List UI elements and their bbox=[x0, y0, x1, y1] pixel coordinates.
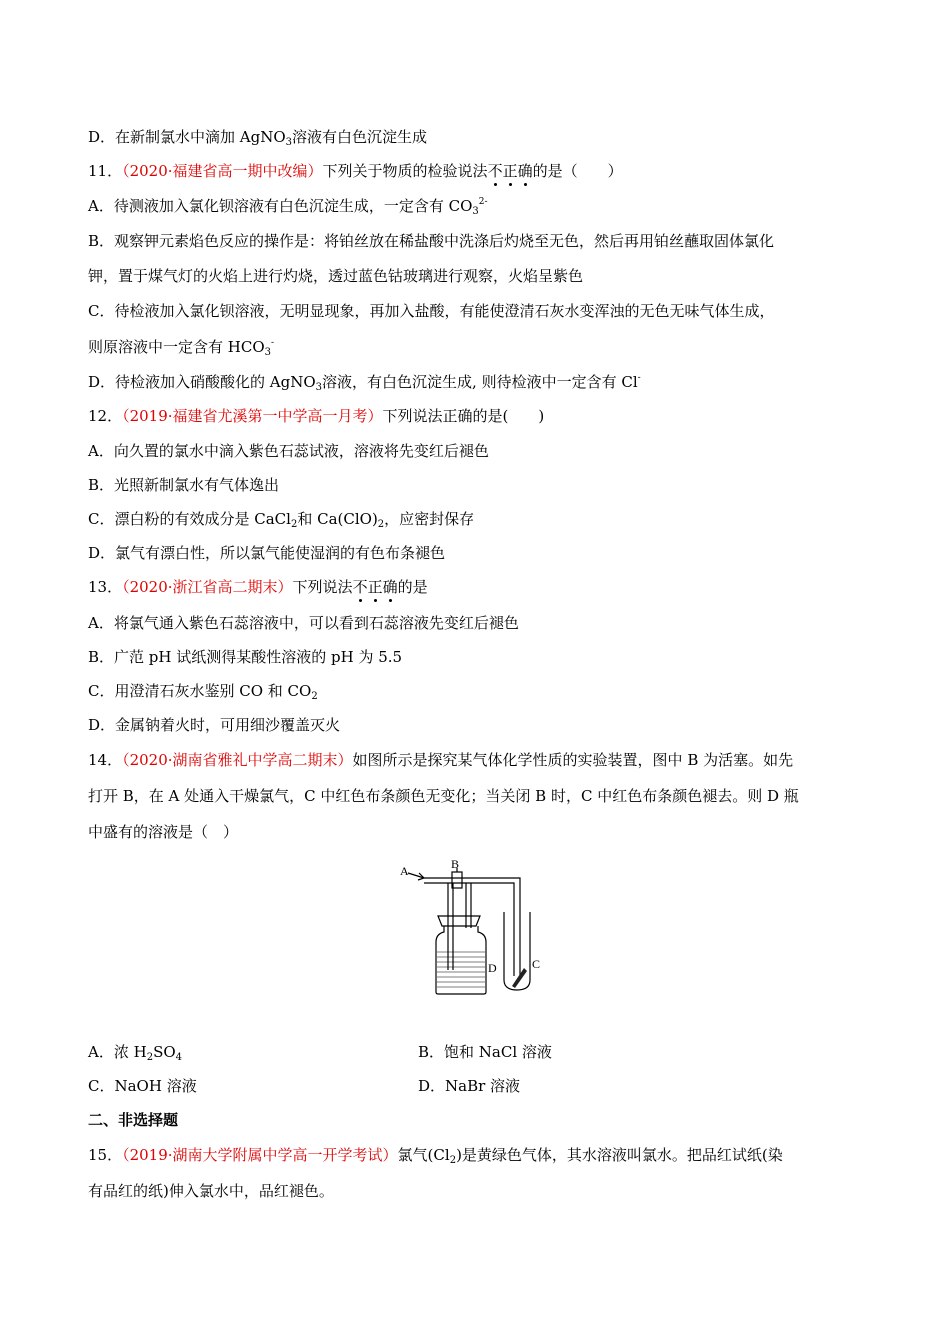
question-number: 13． bbox=[88, 578, 123, 596]
q11-option-d: D．待检液加入硝酸酸化的 AgNO$_3$溶液，有白色沉淀生成, 则待检液中一定含有 Cl- bbox=[88, 373, 641, 393]
q12-option-b: B．光照新制氯水有气体逸出 bbox=[88, 476, 280, 494]
question-source: （2019·湖南大学附属中学高一开学考试） bbox=[122, 1146, 398, 1164]
q11-option-a: A．待测液加入氯化钡溶液有白色沉淀生成，一定含有 $CO_3^{2-}$ bbox=[88, 197, 488, 217]
apparatus-diagram bbox=[400, 858, 550, 998]
q14-option-b: B．饱和 NaCl 溶液 bbox=[418, 1043, 552, 1061]
question-source: （2020·浙江省高二期末） bbox=[122, 578, 293, 596]
question-number: 12． bbox=[88, 407, 123, 425]
question-number: 14． bbox=[88, 751, 123, 769]
q12-option-d: D．氯气有漂白性，所以氯气能使湿润的有色布条褪色 bbox=[88, 544, 446, 562]
question-number: 15． bbox=[88, 1146, 123, 1164]
q13-option-b: B．广范 pH 试纸测得某酸性溶液的 pH 为 5.5 bbox=[88, 648, 403, 666]
q14-stem-line3: 中盛有的溶液是（ ） bbox=[88, 823, 239, 841]
q13-option-c: C．用澄清石灰水鉴别 CO 和 $CO_2$ bbox=[88, 682, 318, 702]
label-b: B bbox=[451, 858, 460, 871]
label-c: C bbox=[532, 957, 541, 971]
q13-option-a: A．将氯气通入紫色石蕊溶液中，可以看到石蕊溶液先变红后褪色 bbox=[88, 614, 519, 632]
label-a: A bbox=[400, 864, 409, 878]
q14-stem-line1: 14．（2020·湖南省雅礼中学高二期末）如图所示是探究某气体化学性质的实验装置，图中 B 为活塞。如先 bbox=[88, 751, 794, 769]
q11-option-c-line1: C．待检液加入氯化钡溶液，无明显现象，再加入盐酸，有能使澄清石灰水变浑浊的无色无味气体生成， bbox=[88, 302, 775, 320]
q10-option-d: D．在新制氯水中滴加 AgNO$_3$溶液有白色沉淀生成 bbox=[88, 128, 428, 148]
q15-stem-line2: 有品红的纸)伸入氯水中，品红褪色。 bbox=[88, 1182, 334, 1200]
question-source: （2020·湖南省雅礼中学高二期末） bbox=[122, 751, 353, 769]
q12-option-c: C．漂白粉的有效成分是 CaCl$_2$和 $Ca(ClO)_2$，应密封保存 bbox=[88, 510, 475, 530]
q11-option-b-line2: 钾，置于煤气灯的火焰上进行灼烧，透过蓝色钴玻璃进行观察，火焰呈紫色 bbox=[88, 267, 584, 285]
label-d: D bbox=[488, 961, 497, 975]
q15-stem-line1: 15．（2019·湖南大学附属中学高一开学考试）氯气$(Cl_2)$是黄绿色气体，其水溶液叫氯水。把品红试纸(染 bbox=[88, 1146, 783, 1166]
question-source: （2020·福建省高一期中改编） bbox=[122, 162, 323, 180]
q14-stem-line2: 打开 B，在 A 处通入干燥氯气，C 中红色布条颜色无变化；当关闭 B 时，C 中红色布条颜色褪去。则 D 瓶 bbox=[88, 787, 799, 805]
q12-option-a: A．向久置的氯水中滴入紫色石蕊试液，溶液将先变红后褪色 bbox=[88, 442, 489, 460]
q11-option-b-line1: B．观察钾元素焰色反应的操作是：将铂丝放在稀盐酸中洗涤后灼烧至无色，然后再用铂丝蘸取固体氯化 bbox=[88, 232, 775, 250]
q11-option-c-line2: 则原溶液中一定含有 $HCO_3^-$ bbox=[88, 338, 275, 358]
q13-stem: 13．（2020·浙江省高二期末）下列说法不正确的是 bbox=[88, 578, 428, 596]
q12-stem: 12．（2019·福建省尤溪第一中学高一月考）下列说法正确的是( ) bbox=[88, 407, 545, 425]
question-source: （2019·福建省尤溪第一中学高一月考） bbox=[122, 407, 383, 425]
section-title: 二、非选择题 bbox=[88, 1111, 179, 1129]
q14-option-c: C．NaOH 溶液 bbox=[88, 1077, 197, 1095]
q14-option-a: A．浓 $H_2SO_4$ bbox=[88, 1043, 183, 1063]
question-number: 11． bbox=[88, 162, 123, 180]
q11-stem: 11．（2020·福建省高一期中改编）下列关于物质的检验说法不正确的是（ ） bbox=[88, 162, 623, 180]
q14-option-d: D．NaBr 溶液 bbox=[418, 1077, 521, 1095]
q13-option-d: D．金属钠着火时，可用细沙覆盖灭火 bbox=[88, 716, 341, 734]
